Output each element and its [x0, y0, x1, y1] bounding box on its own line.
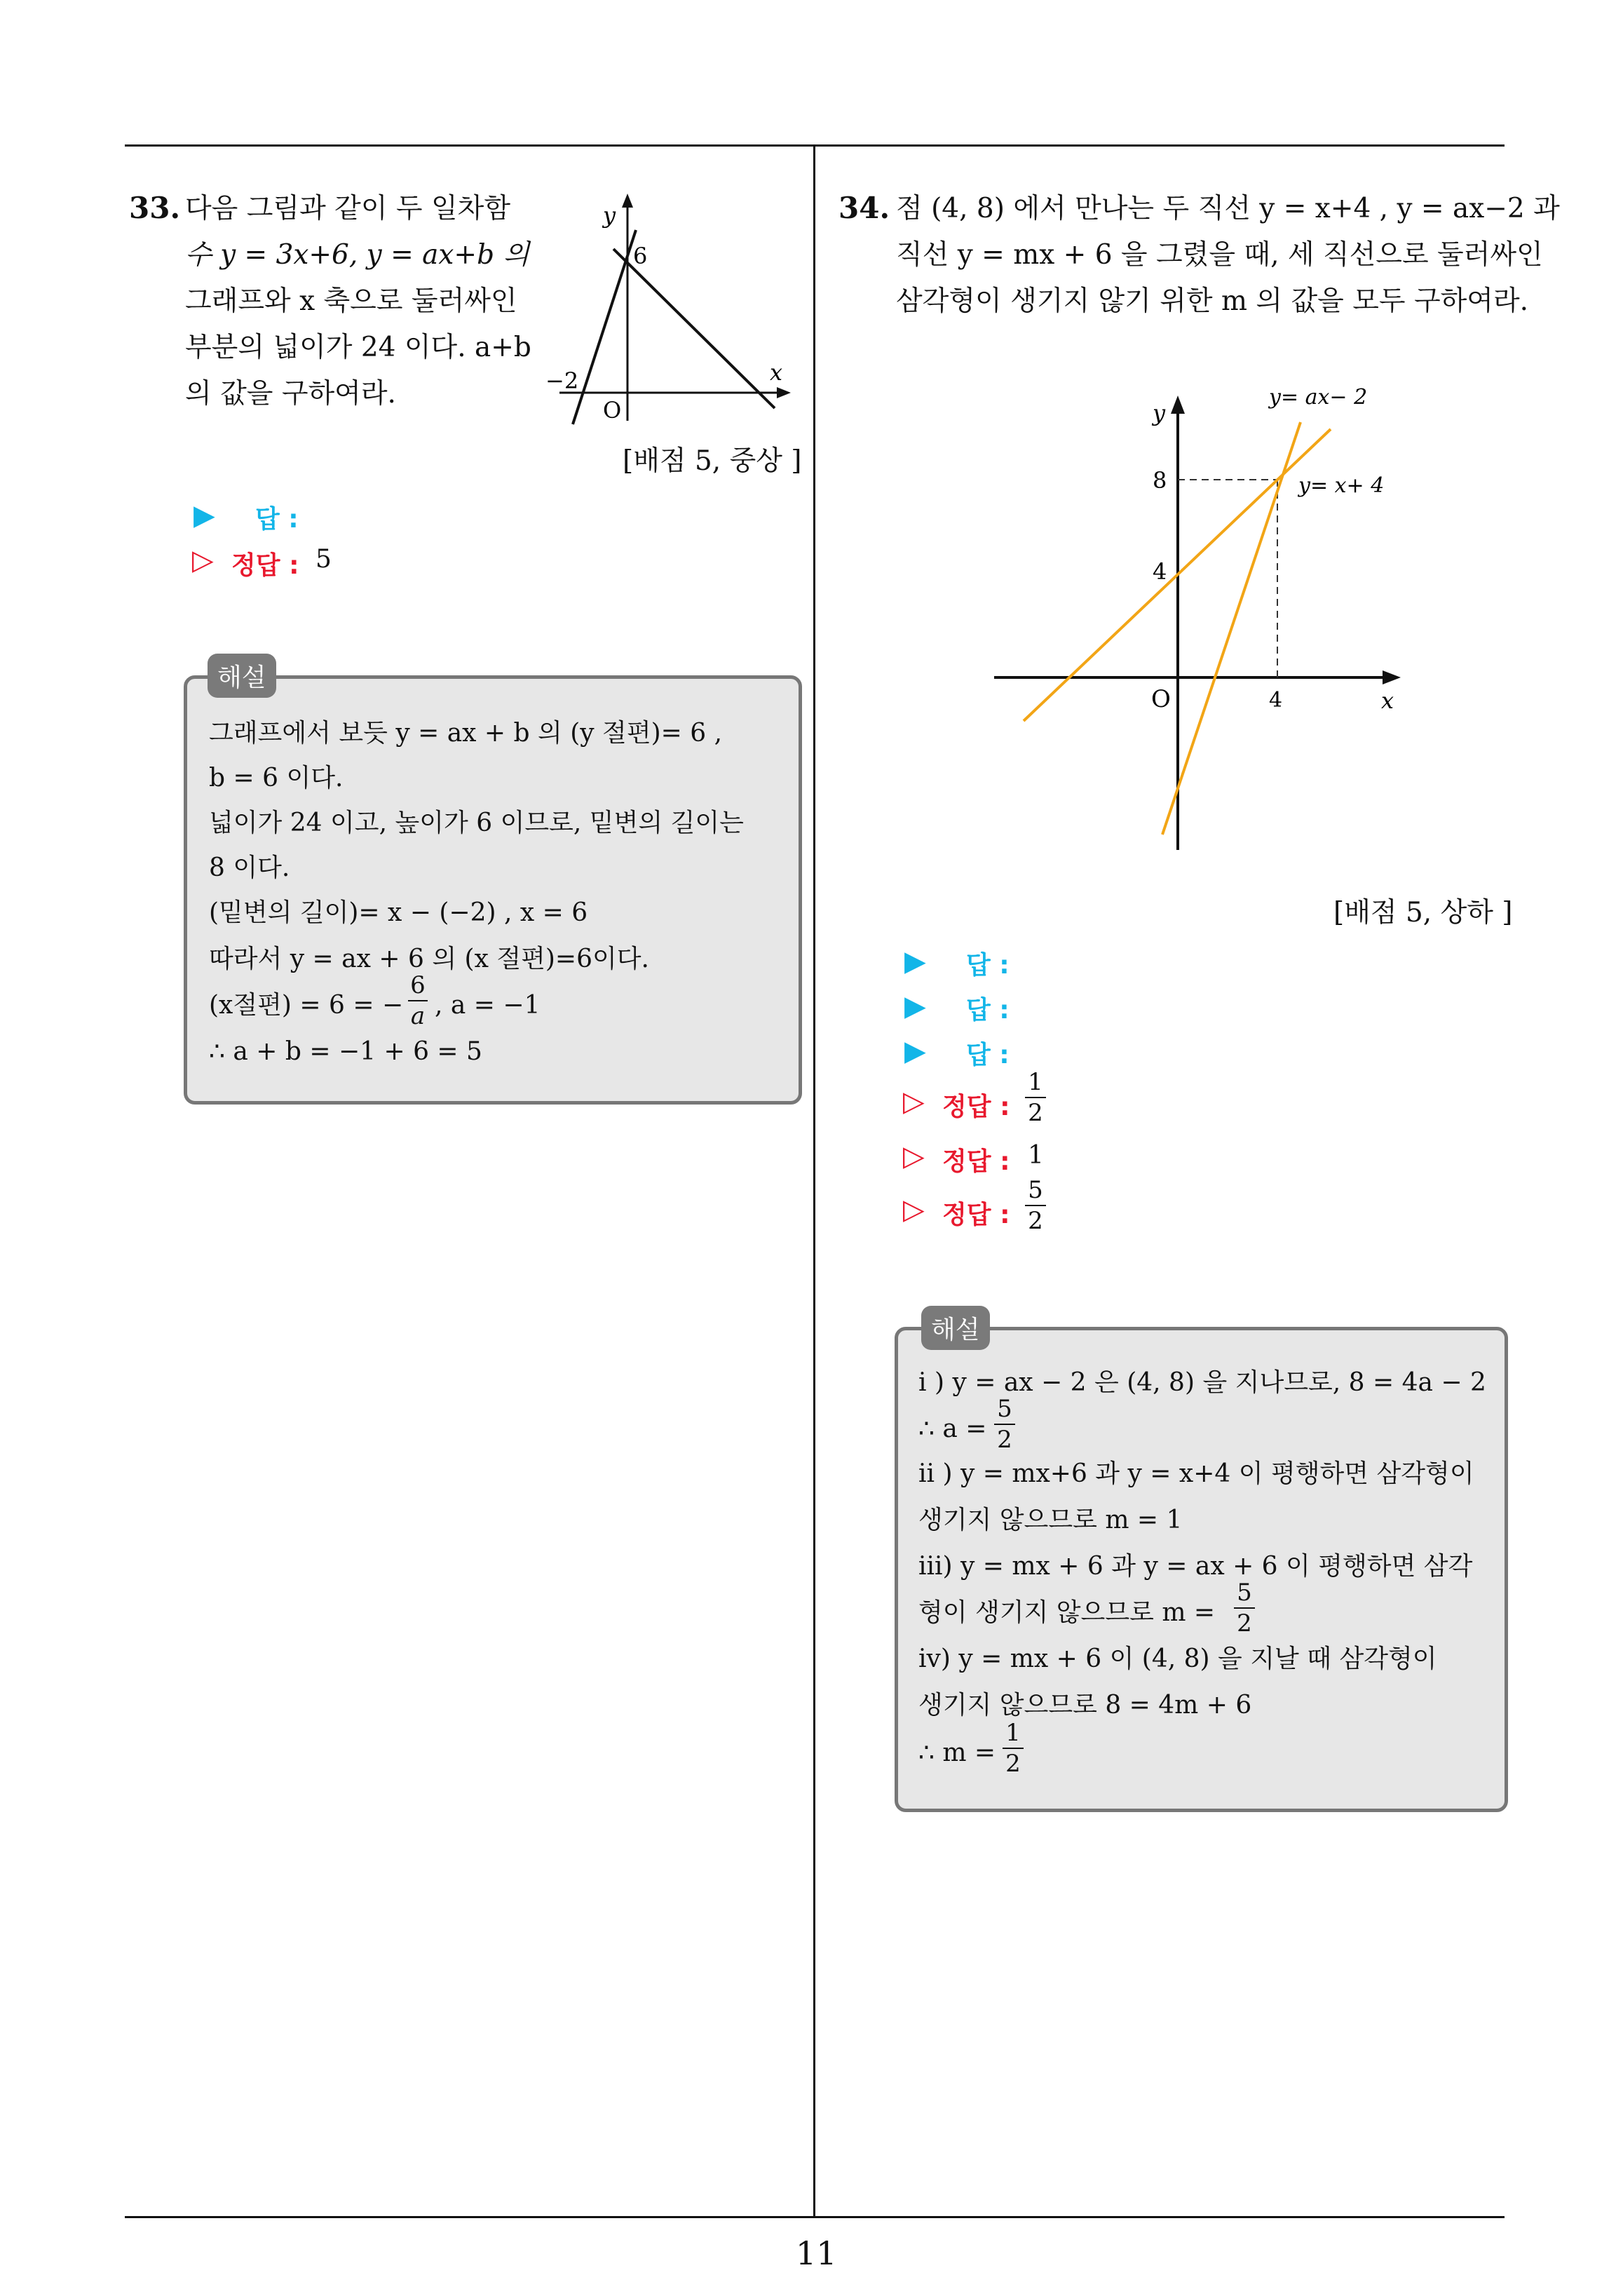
q34-exp-frac-a: [994, 1397, 1015, 1452]
q33-exp-7b: , a = −1: [435, 991, 541, 1020]
column-divider: [813, 144, 815, 2217]
q33-exp-frac: [408, 973, 428, 1028]
q34-answer-label-3: 답 :: [966, 1041, 1010, 1069]
q34-exp-frac-m2-den: 2: [1005, 1750, 1021, 1778]
q34-correct-label-1: 정답 :: [942, 1093, 1010, 1121]
q34-exp-frac-m1-den: 2: [1237, 1609, 1252, 1637]
q34-tick-8: 8: [1153, 467, 1167, 494]
q34-exp-frac-m2: [1003, 1721, 1024, 1776]
q34-tick-4x: 4: [1269, 688, 1283, 713]
q34-exp-5: iii) y = mx + 6 과 y = ax + 6 이 평행하면 삼각: [918, 1552, 1473, 1581]
q34-exp-8: 생기지 않으므로 8 = 4m + 6: [918, 1691, 1252, 1720]
q33-y-label: y: [603, 202, 616, 229]
q34-answer-label-1: 답 :: [966, 951, 1010, 980]
q34-exp-frac-m1: [1234, 1581, 1255, 1635]
q33-x-label: x: [770, 359, 783, 386]
q33-exp-frac-den: a: [410, 1002, 426, 1030]
q33-exp-4: 8 이다.: [209, 853, 290, 882]
q33-origin: O: [603, 397, 622, 424]
q33-exp-8: ∴ a + b = −1 + 6 = 5: [209, 1037, 482, 1066]
q33-line-1: 다음 그림과 같이 두 일차함: [185, 193, 511, 224]
q34-answer-arrow-1: ▶: [904, 945, 926, 978]
q33-y-arrow: [622, 194, 633, 208]
q34-answer-arrow-2: ▶: [904, 990, 926, 1022]
q33-exp-7: (x절편) = 6 = −: [209, 991, 404, 1020]
q34-line-1: 점 (4, 8) 에서 만나는 두 직선 y = x+4 , y = ax−2 과: [896, 193, 1560, 224]
q34-line-2: 직선 y = mx + 6 을 그렸을 때, 세 직선으로 둘러싸인: [896, 239, 1543, 271]
q34-correct-arrow-3: ▷: [903, 1194, 925, 1226]
q33-x-intercept: −2: [545, 367, 579, 394]
q34-exp-frac-a-den: 2: [997, 1426, 1012, 1454]
q33-exp-3: 넓이가 24 이고, 높이가 6 이므로, 밑변의 길이는: [209, 809, 744, 837]
q34-exp-7: iv) y = mx + 6 이 (4, 8) 을 지날 때 삼각형이: [918, 1645, 1437, 1673]
q33-line-3: 그래프와 x 축으로 둘러싸인: [185, 285, 517, 317]
q33-explanation-tag: 해설: [208, 654, 276, 698]
q34-exp-frac-m2-num: 1: [1005, 1719, 1021, 1747]
q34-cv1-den: 2: [1028, 1099, 1043, 1127]
q34-correct-value-2: 1: [1028, 1141, 1044, 1170]
q34-correct-value-1: [1025, 1070, 1046, 1125]
q34-x-label: x: [1381, 687, 1394, 714]
q33-graph: [540, 189, 806, 428]
q33-correct-label: 정답 :: [231, 551, 299, 580]
q34-number: 34.: [838, 191, 890, 225]
q34-exp-6: 형이 생기지 않으므로 m =: [918, 1598, 1216, 1627]
q34-exp-2: ∴ a =: [918, 1414, 987, 1443]
q33-exp-6: 따라서 y = ax + 6 의 (x 절편)=6이다.: [209, 945, 649, 973]
q33-correct-value: 5: [315, 545, 332, 574]
q34-correct-label-3: 정답 :: [942, 1201, 1010, 1229]
q34-cv3-den: 2: [1028, 1207, 1043, 1235]
q33-answer-arrow: ▶: [193, 499, 215, 532]
q33-line-axb: [613, 249, 775, 408]
q34-correct-value-3: [1025, 1178, 1046, 1233]
q34-score: [배점 5, 상하 ]: [1333, 897, 1513, 928]
q33-line-5: 의 값을 구하여라.: [185, 378, 396, 410]
page-number: 11: [796, 2234, 837, 2272]
q34-y-arrow: [1171, 396, 1185, 414]
q33-line-2: 수 y = 3x+6, y = ax+b 의: [185, 239, 530, 271]
q33-exp-5: (밑변의 길이)= x − (−2) , x = 6: [209, 898, 588, 927]
q34-label-ax2: y= ax− 2: [1269, 385, 1368, 410]
q34-exp-9: ∴ m =: [918, 1738, 996, 1767]
q34-line-3: 삼각형이 생기지 않기 위한 m 의 값을 모두 구하여라.: [896, 285, 1529, 317]
q34-answer-label-2: 답 :: [966, 996, 1010, 1025]
q33-x-arrow: [777, 387, 791, 398]
q34-tick-4y: 4: [1153, 558, 1167, 585]
q34-explanation-tag: 해설: [921, 1306, 990, 1350]
q33-exp-frac-num: 6: [410, 971, 426, 999]
q34-exp-3: ii ) y = mx+6 과 y = x+4 이 평행하면 삼각형이: [918, 1459, 1474, 1488]
q34-exp-4: 생기지 않으므로 m = 1: [918, 1506, 1183, 1534]
q34-correct-arrow-1: ▷: [903, 1086, 925, 1118]
q34-exp-frac-a-num: 5: [997, 1395, 1012, 1423]
q34-correct-arrow-2: ▷: [903, 1140, 925, 1173]
q34-correct-label-2: 정답 :: [942, 1147, 1010, 1176]
q33-y-intercept: 6: [633, 243, 648, 269]
q33-answer-label: 답 :: [255, 505, 299, 534]
q34-cv3-num: 5: [1028, 1176, 1043, 1204]
q34-line-ax2: [1162, 422, 1301, 835]
q33-number: 33.: [129, 191, 181, 225]
q33-score: [배점 5, 중상 ]: [623, 445, 802, 477]
q33-exp-1: 그래프에서 보듯 y = ax + b 의 (y 절편)= 6 ,: [209, 719, 723, 748]
q34-y-label: y: [1153, 400, 1166, 426]
q34-cv1-num: 1: [1028, 1068, 1043, 1096]
q34-origin: O: [1151, 685, 1171, 713]
q33-line-4: 부분의 넓이가 24 이다. a+b: [185, 332, 531, 363]
q34-label-x4: y= x+ 4: [1298, 473, 1385, 498]
q34-graph: [982, 379, 1423, 856]
q33-exp-2: b = 6 이다.: [209, 764, 344, 792]
q34-exp-1: i ) y = ax − 2 은 (4, 8) 을 지나므로, 8 = 4a − 2: [918, 1368, 1486, 1397]
q34-x-arrow: [1383, 670, 1401, 684]
q34-exp-frac-m1-num: 5: [1237, 1579, 1252, 1607]
q34-answer-arrow-3: ▶: [904, 1035, 926, 1067]
q33-correct-arrow: ▷: [192, 544, 214, 576]
